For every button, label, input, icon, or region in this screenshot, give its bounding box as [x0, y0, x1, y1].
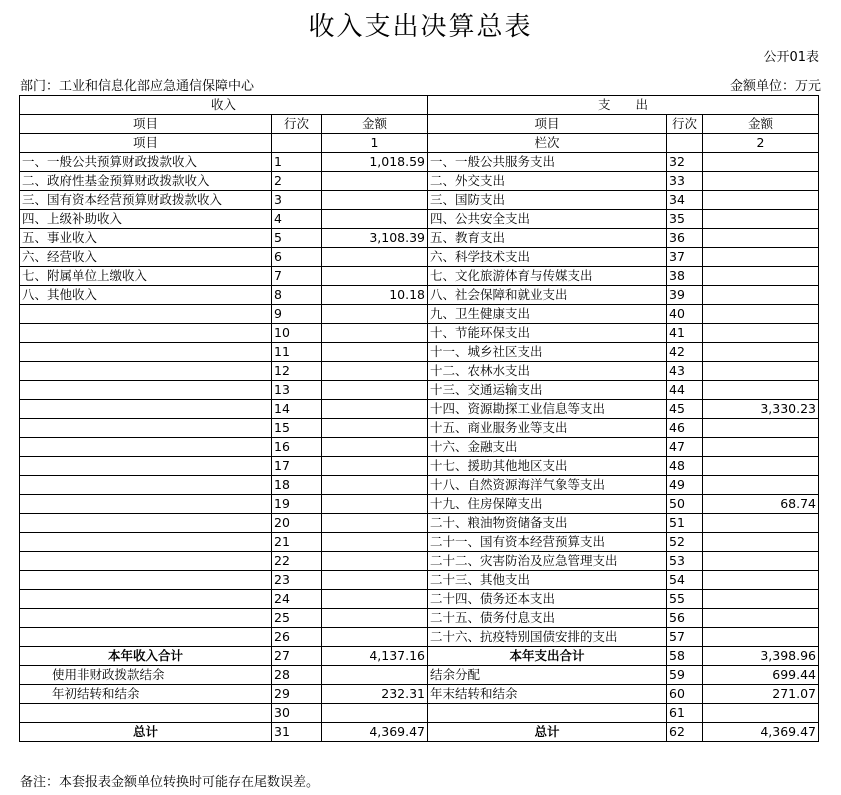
expense-line-no: 51 [667, 514, 703, 533]
expense-item: 十四、资源勘探工业信息等支出 [428, 400, 667, 419]
expense-item: 十七、援助其他地区支出 [428, 457, 667, 476]
expense-col-label: 栏次 [428, 134, 667, 153]
table-row [20, 305, 819, 324]
income-total-amount: 232.31 [322, 685, 428, 704]
table-row [20, 419, 819, 438]
income-amount: 1,018.59 [322, 153, 428, 172]
income-amount [322, 628, 428, 647]
expense-line-no: 47 [667, 438, 703, 457]
expense-amount [703, 172, 819, 191]
expense-item: 五、教育支出 [428, 229, 667, 248]
income-line-no: 8 [272, 286, 322, 305]
expense-item-header: 项目 [428, 115, 667, 134]
expense-amount [703, 571, 819, 590]
table-row [20, 153, 819, 172]
income-item [20, 628, 272, 647]
expense-total-line-no: 60 [667, 685, 703, 704]
expense-amount [703, 324, 819, 343]
income-amount [322, 514, 428, 533]
expense-item: 二十六、抗疫特别国债安排的支出 [428, 628, 667, 647]
expense-item: 二十三、其他支出 [428, 571, 667, 590]
expense-amount [703, 438, 819, 457]
expense-item: 二十五、债务付息支出 [428, 609, 667, 628]
income-line-no: 13 [272, 381, 322, 400]
expense-item: 十二、农林水支出 [428, 362, 667, 381]
expense-item: 七、文化旅游体育与传媒支出 [428, 267, 667, 286]
expense-item: 十、节能环保支出 [428, 324, 667, 343]
income-line-no: 22 [272, 552, 322, 571]
expense-item: 十六、金融支出 [428, 438, 667, 457]
income-amount [322, 552, 428, 571]
expense-amount [703, 514, 819, 533]
income-item [20, 305, 272, 324]
income-item [20, 457, 272, 476]
expense-item: 二十、粮油物资储备支出 [428, 514, 667, 533]
income-item [20, 419, 272, 438]
expense-item: 六、科学技术支出 [428, 248, 667, 267]
income-amount [322, 324, 428, 343]
expense-line-no: 53 [667, 552, 703, 571]
income-line-no: 19 [272, 495, 322, 514]
expense-amount [703, 286, 819, 305]
expense-amount [703, 305, 819, 324]
expense-total-item: 年末结转和结余 [428, 685, 667, 704]
income-item: 七、附属单位上缴收入 [20, 267, 272, 286]
income-item [20, 324, 272, 343]
income-item-sub-header: 项目 [20, 134, 272, 153]
expense-line-sub-header [667, 134, 703, 153]
income-amount: 10.18 [322, 286, 428, 305]
income-line-no: 15 [272, 419, 322, 438]
income-item-header: 项目 [20, 115, 272, 134]
expense-amount [703, 343, 819, 362]
table-row [20, 438, 819, 457]
income-amount [322, 400, 428, 419]
expense-amount: 68.74 [703, 495, 819, 514]
expense-item: 十九、住房保障支出 [428, 495, 667, 514]
income-line-no: 5 [272, 229, 322, 248]
income-line-no: 3 [272, 191, 322, 210]
expense-item: 十五、商业服务业等支出 [428, 419, 667, 438]
total-row [20, 704, 819, 723]
expense-amount [703, 381, 819, 400]
expense-line-no: 35 [667, 210, 703, 229]
expense-item: 九、卫生健康支出 [428, 305, 667, 324]
income-total-item: 使用非财政拨款结余 [20, 666, 272, 685]
expense-line-no: 32 [667, 153, 703, 172]
income-item [20, 495, 272, 514]
expense-total-amount: 699.44 [703, 666, 819, 685]
income-amount [322, 305, 428, 324]
table-row [20, 248, 819, 267]
income-line-no: 2 [272, 172, 322, 191]
income-item: 八、其他收入 [20, 286, 272, 305]
income-item [20, 609, 272, 628]
expense-line-no: 34 [667, 191, 703, 210]
table-row [20, 476, 819, 495]
expense-total-line-no: 62 [667, 723, 703, 742]
table-row [20, 210, 819, 229]
header-index-row [20, 134, 819, 153]
income-total-amount [322, 666, 428, 685]
footnote: 备注：本套报表金额单位转换时可能存在尾数误差。 [20, 775, 320, 790]
income-line-no: 12 [272, 362, 322, 381]
table-row [20, 191, 819, 210]
income-item [20, 514, 272, 533]
expense-line-no: 36 [667, 229, 703, 248]
table-row [20, 628, 819, 647]
expense-item: 十三、交通运输支出 [428, 381, 667, 400]
expense-line-no: 50 [667, 495, 703, 514]
income-total-item: 年初结转和结余 [20, 685, 272, 704]
header-section-row [20, 96, 819, 115]
income-amount [322, 172, 428, 191]
income-item [20, 400, 272, 419]
income-col-index: 1 [322, 134, 428, 153]
expense-total-item: 结余分配 [428, 666, 667, 685]
income-amount: 3,108.39 [322, 229, 428, 248]
income-item: 五、事业收入 [20, 229, 272, 248]
income-total-item: 总计 [20, 723, 272, 742]
amount-unit-label: 金额单位：万元 [729, 79, 821, 94]
expense-line-no: 41 [667, 324, 703, 343]
expense-item: 二十四、债务还本支出 [428, 590, 667, 609]
expense-line-no: 56 [667, 609, 703, 628]
income-item [20, 362, 272, 381]
table-row [20, 286, 819, 305]
income-amount [322, 571, 428, 590]
expense-line-no: 43 [667, 362, 703, 381]
expense-item: 十一、城乡社区支出 [428, 343, 667, 362]
table-row [20, 609, 819, 628]
total-row [20, 666, 819, 685]
income-line-header: 行次 [272, 115, 322, 134]
income-item: 六、经营收入 [20, 248, 272, 267]
expense-line-no: 38 [667, 267, 703, 286]
income-line-no: 17 [272, 457, 322, 476]
expense-item: 二十一、国有资本经营预算支出 [428, 533, 667, 552]
income-amount [322, 438, 428, 457]
expense-amount [703, 267, 819, 286]
expense-amount [703, 419, 819, 438]
income-line-no: 26 [272, 628, 322, 647]
income-total-amount [322, 704, 428, 723]
income-section-header: 收入 [20, 96, 428, 115]
income-line-no: 9 [272, 305, 322, 324]
expense-line-no: 54 [667, 571, 703, 590]
table-row [20, 362, 819, 381]
expense-amount-header: 金额 [703, 115, 819, 134]
income-line-no: 11 [272, 343, 322, 362]
income-amount [322, 419, 428, 438]
income-line-no: 20 [272, 514, 322, 533]
income-item: 一、一般公共预算财政拨款收入 [20, 153, 272, 172]
income-line-no: 4 [272, 210, 322, 229]
table-row [20, 381, 819, 400]
expense-amount [703, 476, 819, 495]
income-line-no: 10 [272, 324, 322, 343]
income-line-no: 18 [272, 476, 322, 495]
expense-amount [703, 362, 819, 381]
income-line-no: 7 [272, 267, 322, 286]
income-total-item: 本年收入合计 [20, 647, 272, 666]
header-column-row [20, 115, 819, 134]
income-total-amount: 4,137.16 [322, 647, 428, 666]
table-row [20, 172, 819, 191]
expense-line-no: 48 [667, 457, 703, 476]
income-item: 二、政府性基金预算财政拨款收入 [20, 172, 272, 191]
income-total-line-no: 28 [272, 666, 322, 685]
expense-item: 二十二、灾害防治及应急管理支出 [428, 552, 667, 571]
income-item [20, 476, 272, 495]
income-amount [322, 457, 428, 476]
expense-line-no: 55 [667, 590, 703, 609]
total-row [20, 723, 819, 742]
expense-line-no: 37 [667, 248, 703, 267]
table-row [20, 552, 819, 571]
income-amount [322, 343, 428, 362]
income-line-no: 14 [272, 400, 322, 419]
income-amount [322, 210, 428, 229]
expense-amount [703, 457, 819, 476]
income-item: 三、国有资本经营预算财政拨款收入 [20, 191, 272, 210]
expense-col-index: 2 [703, 134, 819, 153]
expense-line-no: 39 [667, 286, 703, 305]
income-amount [322, 533, 428, 552]
expense-total-line-no: 58 [667, 647, 703, 666]
form-number: 公开01表 [763, 50, 819, 65]
expense-line-header: 行次 [667, 115, 703, 134]
table-row [20, 514, 819, 533]
expense-amount [703, 533, 819, 552]
income-amount [322, 590, 428, 609]
expense-total-line-no: 61 [667, 704, 703, 723]
income-expense-table [19, 95, 819, 742]
table-row [20, 533, 819, 552]
expense-total-item: 总计 [428, 723, 667, 742]
income-item [20, 533, 272, 552]
expense-amount [703, 590, 819, 609]
income-item [20, 571, 272, 590]
expense-line-no: 40 [667, 305, 703, 324]
expense-item: 一、一般公共服务支出 [428, 153, 667, 172]
expense-item: 二、外交支出 [428, 172, 667, 191]
expense-amount [703, 153, 819, 172]
income-amount [322, 362, 428, 381]
expense-line-no: 42 [667, 343, 703, 362]
income-amount [322, 609, 428, 628]
income-amount [322, 267, 428, 286]
income-line-no: 1 [272, 153, 322, 172]
income-item [20, 438, 272, 457]
income-amount-header: 金额 [322, 115, 428, 134]
expense-amount [703, 210, 819, 229]
expense-line-no: 46 [667, 419, 703, 438]
expense-amount [703, 191, 819, 210]
expense-total-amount: 3,398.96 [703, 647, 819, 666]
expense-item: 八、社会保障和就业支出 [428, 286, 667, 305]
income-item [20, 343, 272, 362]
income-total-amount: 4,369.47 [322, 723, 428, 742]
income-amount [322, 191, 428, 210]
table-row [20, 590, 819, 609]
income-item [20, 590, 272, 609]
expense-line-no: 33 [667, 172, 703, 191]
expense-item: 三、国防支出 [428, 191, 667, 210]
expense-item: 十八、自然资源海洋气象等支出 [428, 476, 667, 495]
department-label: 部门：工业和信息化部应急通信保障中心 [20, 79, 255, 94]
income-line-no: 16 [272, 438, 322, 457]
table-row [20, 343, 819, 362]
income-amount [322, 381, 428, 400]
expense-line-no: 49 [667, 476, 703, 495]
expense-line-no: 44 [667, 381, 703, 400]
expense-amount [703, 248, 819, 267]
expense-amount [703, 628, 819, 647]
expense-total-line-no: 59 [667, 666, 703, 685]
income-line-no: 25 [272, 609, 322, 628]
expense-section-header: 支 出 [428, 96, 819, 115]
expense-total-item: 本年支出合计 [428, 647, 667, 666]
expense-line-no: 57 [667, 628, 703, 647]
income-amount [322, 248, 428, 267]
table-row [20, 571, 819, 590]
income-line-no: 6 [272, 248, 322, 267]
table-row [20, 324, 819, 343]
expense-total-amount: 271.07 [703, 685, 819, 704]
income-line-no: 23 [272, 571, 322, 590]
table-row [20, 400, 819, 419]
income-total-line-no: 30 [272, 704, 322, 723]
income-total-line-no: 27 [272, 647, 322, 666]
income-total-line-no: 31 [272, 723, 322, 742]
expense-amount [703, 609, 819, 628]
income-total-line-no: 29 [272, 685, 322, 704]
income-line-sub-header [272, 134, 322, 153]
income-line-no: 24 [272, 590, 322, 609]
table-row [20, 457, 819, 476]
expense-item: 四、公共安全支出 [428, 210, 667, 229]
income-total-item [20, 704, 272, 723]
table-row [20, 229, 819, 248]
income-item: 四、上级补助收入 [20, 210, 272, 229]
expense-line-no: 52 [667, 533, 703, 552]
expense-total-amount [703, 704, 819, 723]
report-title: 收入支出决算总表 [308, 12, 533, 42]
expense-amount: 3,330.23 [703, 400, 819, 419]
income-item [20, 381, 272, 400]
total-row [20, 685, 819, 704]
expense-amount [703, 229, 819, 248]
expense-total-amount: 4,369.47 [703, 723, 819, 742]
income-amount [322, 476, 428, 495]
expense-amount [703, 552, 819, 571]
income-item [20, 552, 272, 571]
income-amount [322, 495, 428, 514]
total-row [20, 647, 819, 666]
table-row [20, 495, 819, 514]
table-row [20, 267, 819, 286]
expense-total-item [428, 704, 667, 723]
income-line-no: 21 [272, 533, 322, 552]
expense-line-no: 45 [667, 400, 703, 419]
